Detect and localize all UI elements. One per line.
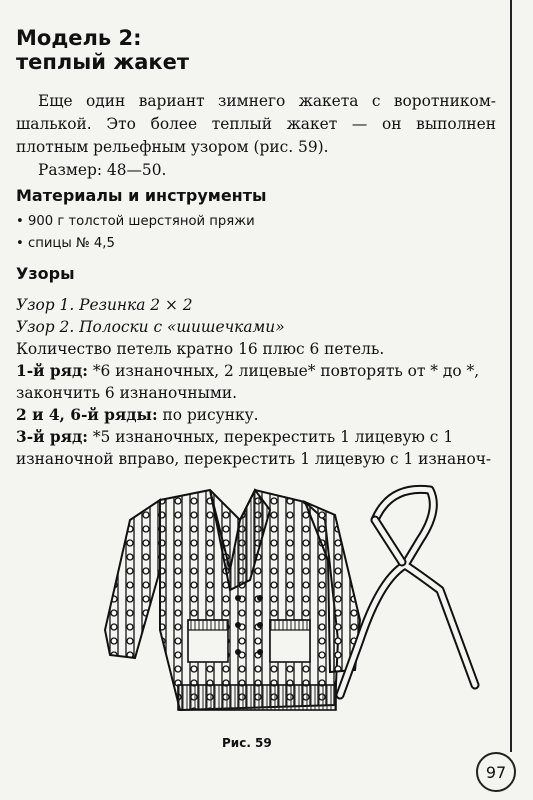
row-2-4-6 (16, 404, 496, 426)
scarf-tie (340, 489, 475, 695)
jacket-illustration (90, 480, 510, 730)
size-paragraph: Размер: 48—50. (38, 161, 167, 179)
materials-item: • спицы № 4,5 (16, 233, 255, 255)
pattern-2: Узор 2. Полоски с «шишечками» (16, 318, 285, 336)
row-3-text: *5 изнаночных, перекрестить 1 лицевую с 1 изнаночной вправо, перекрестить 1 лицевую с 1 изнаноч- (16, 428, 492, 468)
jacket-left-sleeve (105, 500, 160, 658)
materials-item: • 900 г толстой шерстяной пряжи (16, 211, 255, 233)
jacket-hem (178, 685, 336, 710)
patterns-text (16, 294, 496, 470)
intro-text (16, 90, 496, 182)
pattern-1: Узор 1. Резинка 2 × 2 (16, 296, 193, 314)
row-1-label: 1-й ряд: (16, 362, 88, 380)
row-2-4-6-label: 2 и 4, 6-й ряды: (16, 406, 158, 424)
row-3-label: 3-й ряд: (16, 428, 88, 446)
stitch-count: Количество петель кратно 16 плюс 6 петель. (16, 340, 385, 358)
intro-paragraph: Еще один вариант зимнего жакета с воротником-шалькой. Это более теплый жакет — он выполнен плотным рельефным узором (рис. 59). (16, 92, 496, 156)
page-title (16, 26, 189, 74)
row-1-text: *6 изнаночных, 2 лицевые* повторять от * до *, закончить 6 изнаночными. (16, 362, 480, 402)
materials-list (16, 211, 255, 255)
row-2-4-6-text: по рисунку. (157, 406, 259, 424)
figure-caption: Рис. 59 (222, 736, 272, 750)
page-number: 97 (476, 752, 516, 792)
materials-heading: Материалы и инструменты (16, 186, 267, 205)
page-border-rule (510, 0, 512, 752)
row-3 (16, 426, 496, 470)
title-line-2: теплый жакет (16, 50, 190, 74)
title-line-1: Модель 2: (16, 26, 142, 50)
row-1 (16, 360, 496, 404)
patterns-heading: Узоры (16, 264, 75, 283)
